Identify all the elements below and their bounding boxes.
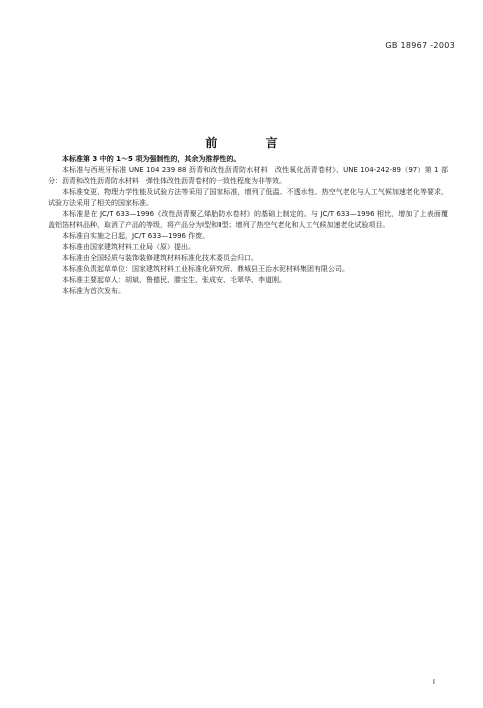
paragraph: 本标准是在 JC/T 633—1996《改性沥青聚乙烯胎防水卷材》的基础上制定的。与 JC/T 633—1996 相比，增加了上表面覆盖铝箔材料品种，取消了产品的等级，将产品分为Ⅰ型和Ⅱ型；增列了热空气老化和人工气候加速老化试验项目。 — [48, 210, 448, 229]
paragraph: 本标准第 3 中的 1～5 项为强制性的，其余为推荐性的。 — [62, 155, 241, 163]
foreword-body — [48, 154, 448, 297]
paragraph: 本标准为首次发布。 — [62, 287, 125, 295]
page-title: 前 言 — [205, 136, 300, 150]
paragraph: 本标准负责起草单位：国家建筑材料工业标准化研究所、鼎城县王治水泥材料集团有限公司。 — [62, 265, 349, 273]
paragraph: 本标准自实施之日起，JC/T 633—1996 作废。 — [62, 232, 210, 240]
paragraph: 本标准变更、物理力学性能及试验方法等采用了国家标准，增列了低温、不透水性、热空气老化与人工气候加速老化等要求，试验方法采用了相关的国家标准。 — [48, 188, 448, 207]
paragraph: 本标准与西班牙标准 UNE 104 239 88 沥青和改性沥青防水材料 改性氧化沥青卷材》、UNE 104-242-89（97）第 1 部分：沥青和改性沥青防水材料 弹性体改性沥青卷材的一致性程度为非等效。 — [48, 166, 448, 185]
paragraph: 本标准由国家建筑材料工业局（原）提出。 — [62, 243, 195, 251]
standard-code: GB 18967 -2003 — [385, 41, 455, 50]
paragraph: 本标准主要起草人：胡斌、鲁德民、滕宝生、张成安、毛翠华、李道刚。 — [62, 276, 286, 284]
page-number: I — [432, 678, 435, 686]
paragraph: 本标准由全国轻质与装饰装修建筑材料标准化技术委员会归口。 — [62, 254, 258, 262]
